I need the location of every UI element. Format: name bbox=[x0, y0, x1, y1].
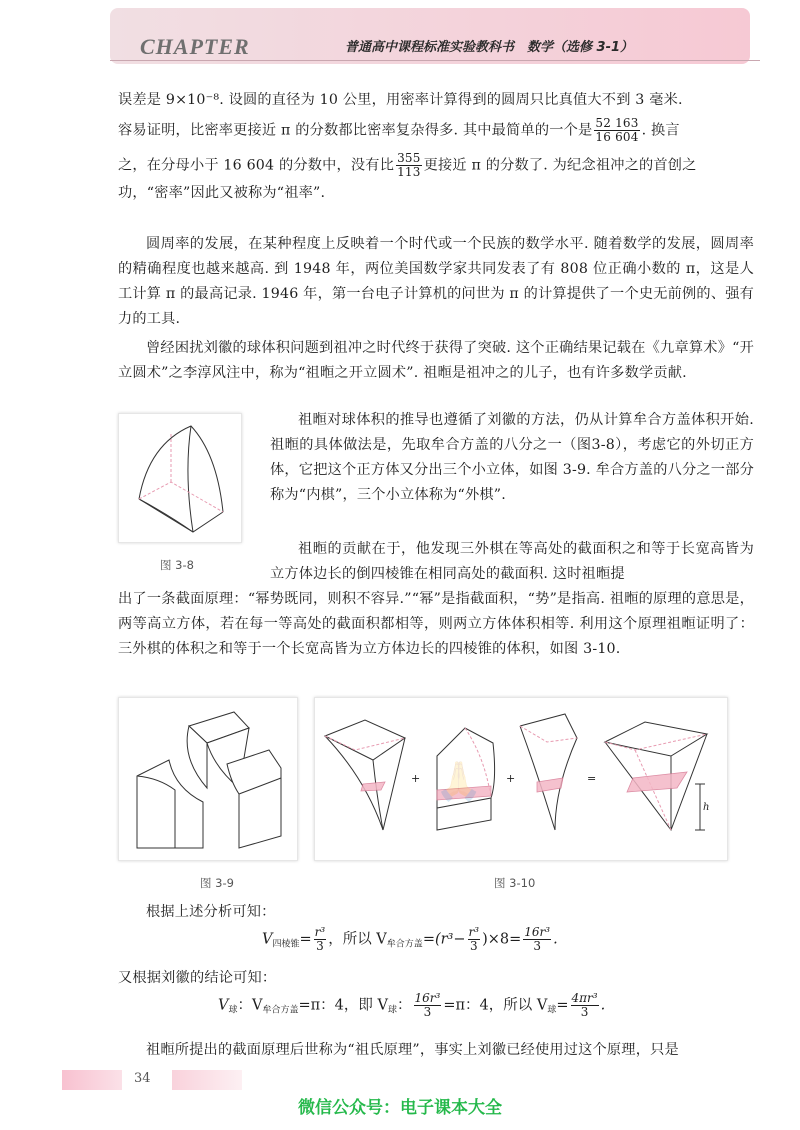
p1-line2-text: 容易证明，比密率更接近 π 的分数都比密率复杂得多. 其中最简单的一个是 bbox=[118, 122, 593, 139]
page-number: 34 bbox=[134, 1071, 151, 1086]
formula-2: $V_球$：$V_{牟合方盖}=\pi$：4，即 $V_球$： $\frac{\text{16r³}}{3}$ =π：4，所以 $V_球=$ $\frac{\text{4πr³}}{3}$ . bbox=[218, 991, 606, 1019]
paragraph-7: 又根据刘徽的结论可知： bbox=[118, 970, 277, 986]
p1-line1: 误差是 9×10⁻⁸. 设圆的直径为 10 公里，用密率计算得到的圆周只比真值大不到 3 毫米. bbox=[118, 92, 683, 108]
figure-3-8-caption: 图 3-8 bbox=[160, 558, 194, 572]
plus-sign-1: + bbox=[411, 772, 421, 785]
three-outer-pieces-diagram bbox=[119, 698, 297, 860]
footer-decor-left bbox=[62, 1070, 122, 1090]
fraction-52163-16604: $\frac{52 163}{16 604}$ bbox=[595, 116, 639, 144]
watermark-text: 微信公众号：电子课本大全 bbox=[298, 1098, 502, 1118]
chapter-label: CHAPTER bbox=[140, 34, 250, 59]
paragraph-4: 祖暅对球体积的推导也遵循了刘徽的方法，仍从计算牟合方盖体积开始. 祖暅的具体做法是，先取牟合方盖的八分之一（图3-8），考虑它的外切正方体，它把这个正方体又分出三个小立体，如图 3-9. 牟合方盖的八分之一部分称为“内棋”，三个小立体称为“外棋”. bbox=[270, 412, 754, 503]
paragraph-2: 圆周率的发展，在某种程度上反映着一个时代或一个民族的数学水平. 随着数学的发展，圆周率的精确程度也越来越高. 到 1948 年，两位美国数学家共同发表了有 808 位正确小数的 π，这是人工计算 π 的最高记录. 1946 年，第一台电子计算机的问世为 π 的计算提供了一个史无前例的、强有力的工具. bbox=[118, 236, 754, 327]
height-label: h bbox=[703, 802, 710, 813]
paragraph-5b: 出了一条截面原理：“幂势既同，则积不容异.”“幂”是指截面积，“势”是指高. 祖暅的原理的意思是，两等高立方体，若在每一等高处的截面积都相等，则两立方体体积相等. 利用这个原理祖暅证明了：三外棋的体积之和等于一个长宽高皆为立方体边长的四棱锥的体积，如图 3-10. bbox=[118, 591, 754, 657]
fraction-355-113: $\frac{355}{113}$ bbox=[397, 151, 421, 179]
p1-line2 bbox=[118, 117, 754, 144]
p1-line4: 功，“密率”因此又被称为“祖率”. bbox=[118, 185, 326, 201]
formula-1: $V_{四棱锥}=$ $\frac{\text{r³}}{3}$ ，所以 $V_{牟合方盖}=(r^3-$ $\frac{\text{r³}}{3}$ )×8= $\frac{\text{16r³}}{3}$ . bbox=[262, 925, 558, 953]
p1-line2-tail: . 换言 bbox=[641, 122, 680, 139]
plus-sign-2: + bbox=[506, 772, 516, 785]
paragraph-6: 根据上述分析可知： bbox=[146, 904, 276, 920]
figure-3-9-caption: 图 3-9 bbox=[200, 876, 234, 890]
header-divider bbox=[110, 60, 760, 61]
paragraph-8: 祖暅所提出的截面原理后世称为“祖氏原理”，事实上刘徽已经使用过这个原理，只是 bbox=[146, 1042, 679, 1058]
figure-3-10 bbox=[314, 697, 728, 861]
p1-line3-tail: 更接近 π 的分数了. 为纪念祖冲之的首创之 bbox=[423, 157, 697, 174]
quarter-dome-diagram bbox=[119, 414, 241, 542]
figure-3-10-caption: 图 3-10 bbox=[494, 876, 536, 890]
equals-sign: = bbox=[587, 772, 597, 785]
paragraph-3: 曾经困扰刘徽的球体积问题到祖冲之时代终于获得了突破. 这个正确结果记载在《九章算术》“开立圆术”之李淳风注中，称为“祖暅之开立圆术”. 祖暅是祖冲之的儿子，也有许多数学贡献. bbox=[118, 340, 754, 381]
svg-text:🙏: 🙏 bbox=[435, 759, 483, 803]
paragraph-5a: 祖暅的贡献在于，他发现三外棋在等高处的截面积之和等于长宽高皆为立方体边长的倒四棱锥在相同高处的截面积. 这时祖暅提 bbox=[270, 541, 754, 582]
footer-decor-right bbox=[172, 1070, 242, 1090]
figure-3-9 bbox=[118, 697, 298, 861]
p1-line3 bbox=[118, 152, 754, 179]
paragraph-1 bbox=[118, 88, 754, 206]
p1-line3-text: 之，在分母小于 16 604 的分数中，没有比 bbox=[118, 157, 395, 174]
pyramid-cross-section-diagram bbox=[315, 698, 727, 860]
book-title: 普通高中课程标准实验教科书 数学（选修 3-1） bbox=[345, 40, 634, 55]
figure-3-8 bbox=[118, 413, 242, 543]
